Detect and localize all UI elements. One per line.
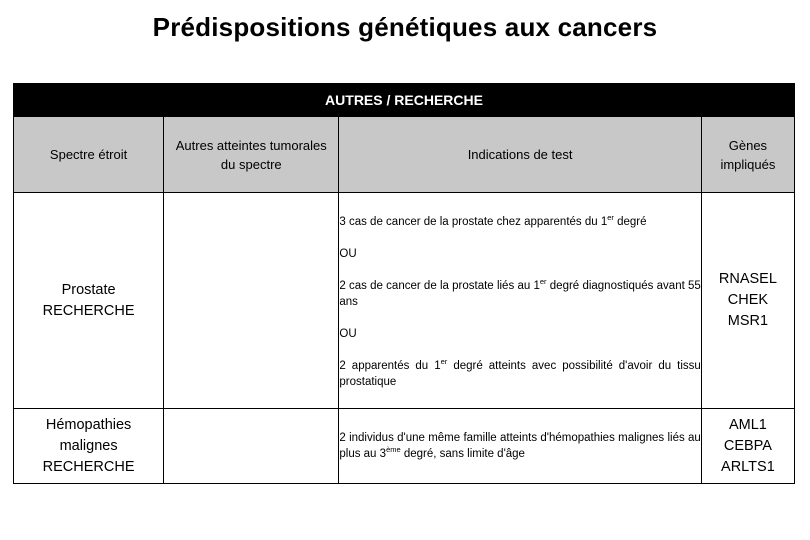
header-genes	[701, 117, 794, 193]
indication-sup: er	[539, 276, 547, 286]
table-banner: AUTRES / RECHERCHE	[14, 84, 795, 117]
indication-part: degré atteints avec possibilité d'avoir du tissu prostatique	[339, 359, 701, 388]
spectre-line: malignes	[59, 437, 118, 454]
gene-name: MSR1	[727, 313, 769, 329]
gene-name: CHEK	[727, 292, 769, 308]
page-title: Prédispositions génétiques aux cancers	[152, 12, 658, 42]
spectre-line: Prostate	[61, 281, 116, 298]
indication-sup: er	[607, 212, 614, 222]
header-genes-text: Gènes impliqués	[720, 137, 776, 172]
indication-text	[339, 278, 700, 310]
autres-cell	[164, 193, 339, 409]
indication-sup: er	[440, 356, 448, 366]
gene-name: RNASEL	[718, 271, 777, 287]
header-autres-text: Autres atteintes tumorales du spectre	[175, 137, 327, 172]
or-label: OU	[339, 247, 357, 260]
autres-cell	[164, 409, 339, 484]
genes-cell	[701, 409, 794, 484]
indication-text	[339, 430, 700, 462]
table-banner-row	[14, 84, 795, 117]
indication-part: degré	[613, 215, 647, 228]
header-indications: Indications de test	[339, 117, 701, 193]
genetic-predisposition-table	[13, 83, 795, 484]
indication-part: degré, sans limite d'âge	[400, 448, 525, 460]
indication-part: 2 apparentés du 1	[339, 359, 441, 372]
spectre-cell	[14, 193, 164, 409]
indication-text	[339, 214, 700, 230]
indication-text	[339, 358, 700, 390]
table-row	[14, 193, 795, 409]
indication-sup: ème	[386, 445, 401, 454]
indication-part: 2 cas de cancer de la prostate liés au 1	[339, 279, 540, 292]
genes-cell	[701, 193, 794, 409]
indication-part: 2 individus d'une même famille atteints d'hémopathies malignes liés au plus au 3	[339, 432, 701, 460]
indication-part: 3 cas de cancer de la prostate chez apparentés du 1	[339, 215, 608, 228]
gene-name: ARLTS1	[721, 458, 775, 475]
spectre-line: RECHERCHE	[42, 302, 135, 319]
table-row	[14, 409, 795, 484]
header-spectre: Spectre étroit	[14, 117, 164, 193]
table-header-row	[14, 117, 795, 193]
indications-cell	[339, 193, 701, 409]
gene-name: AML1	[728, 416, 767, 433]
indication-part: degré diagnostiqués avant 55 ans	[339, 279, 701, 308]
header-autres	[164, 117, 339, 193]
or-label: OU	[339, 327, 357, 340]
spectre-line: RECHERCHE	[42, 458, 135, 475]
gene-name: CEBPA	[723, 437, 772, 454]
spectre-line: Hémopathies	[45, 416, 132, 433]
indications-cell	[339, 409, 701, 484]
spectre-cell	[14, 409, 164, 484]
